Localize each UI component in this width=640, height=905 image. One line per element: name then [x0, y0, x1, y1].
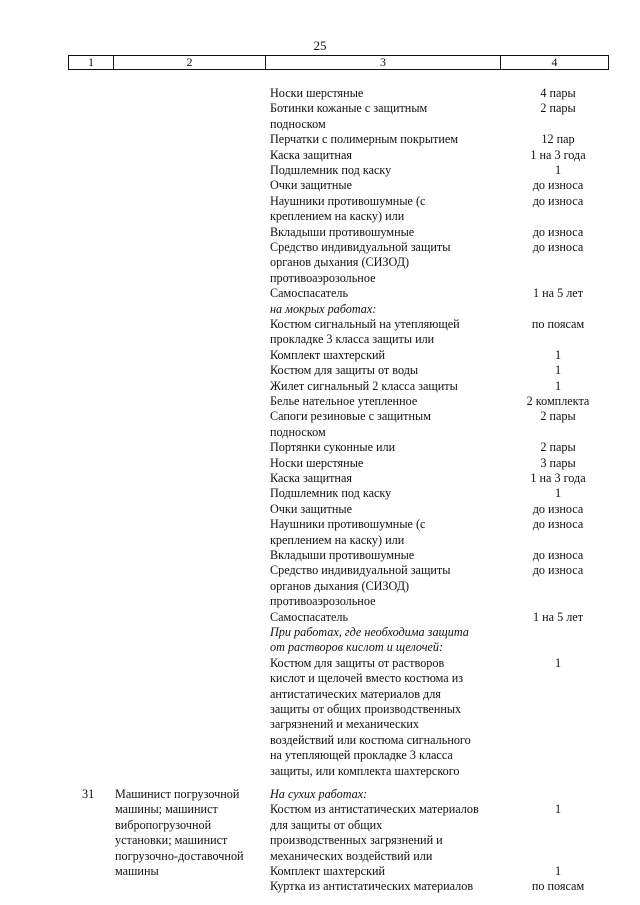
- item-quantity: до износа: [532, 178, 584, 193]
- item-description: защиты от общих производственных: [270, 702, 462, 716]
- item-quantity: 2 комплекта: [526, 394, 590, 408]
- row-number: 31: [82, 787, 95, 801]
- item-description: Куртка из антистатических материалов: [270, 879, 474, 894]
- item-description: Носки шерстяные: [270, 86, 364, 100]
- item-description: Сапоги резиновые с защитным: [270, 409, 431, 424]
- item-description: кислот и щелочей вместо костюма из: [270, 671, 464, 686]
- item-description: подноском: [270, 116, 326, 131]
- item-quantity: по поясам: [531, 317, 585, 331]
- item-description: Комплект шахтерский: [270, 864, 386, 878]
- header-col-3: 3: [380, 55, 386, 69]
- header-col-1: 1: [88, 55, 94, 69]
- table-header: [68, 55, 609, 70]
- header-col-4: 4: [551, 55, 558, 69]
- item-quantity: до износа: [532, 240, 584, 254]
- item-quantity: до износа: [532, 224, 584, 239]
- item-quantity: 1 на 3 года: [530, 471, 586, 485]
- item-description: Белье нательное утепленное: [270, 394, 418, 408]
- item-description: Подшлемник под каску: [270, 163, 392, 177]
- item-description: Комплект шахтерский: [270, 347, 386, 362]
- item-description: Каска защитная: [270, 471, 352, 485]
- item-description: Портянки суконные или: [270, 440, 396, 455]
- item-quantity: до износа: [532, 548, 584, 562]
- profession-name: вибропогрузочной: [115, 817, 212, 832]
- item-quantity: 1: [554, 802, 562, 817]
- item-quantity: 12 пар: [541, 132, 575, 147]
- item-quantity: 1: [554, 363, 562, 378]
- item-quantity: 1: [554, 864, 562, 878]
- page-number: 25: [313, 38, 327, 53]
- profession-name: Машинист погрузочной: [115, 787, 240, 801]
- item-description: прокладке 3 класса защиты или: [270, 332, 435, 347]
- item-quantity: до износа: [532, 193, 584, 208]
- item-description: Самоспасатель: [270, 286, 349, 301]
- section-heading: от растворов кислот и щелочей:: [270, 640, 444, 655]
- item-quantity: 1 на 5 лет: [532, 286, 584, 301]
- section-heading: При работах, где необходима защита: [270, 625, 469, 639]
- item-quantity: 2 пары: [540, 101, 576, 116]
- item-description: на утепляющей прокладке 3 класса: [270, 748, 453, 763]
- item-quantity: до износа: [532, 501, 584, 516]
- item-quantity: до износа: [532, 517, 584, 532]
- profession-name: машины: [115, 864, 159, 878]
- item-quantity: 1 на 3 года: [530, 147, 586, 162]
- item-description: Носки шерстяные: [270, 455, 364, 470]
- item-description: Средство индивидуальной защиты: [270, 563, 451, 578]
- item-quantity: 1: [554, 347, 562, 362]
- item-quantity: 3 пары: [540, 455, 576, 470]
- item-description: Костюм из антистатических материалов: [270, 802, 479, 817]
- item-description: противоаэрозольное: [270, 594, 376, 609]
- item-quantity: 2 пары: [540, 409, 576, 424]
- item-description: Вкладыши противошумные: [270, 548, 415, 562]
- item-description: противоаэрозольное: [270, 270, 376, 285]
- item-description: загрязнений и механических: [270, 717, 419, 732]
- item-description: воздействий или костюма сигнального: [270, 732, 471, 747]
- item-description: Наушники противошумные (с: [270, 193, 426, 208]
- item-description: Каска защитная: [270, 147, 352, 162]
- item-quantity: 1: [554, 655, 562, 670]
- item-quantity: 1 на 5 лет: [532, 609, 584, 624]
- item-description: Перчатки с полимерным покрытием: [270, 132, 459, 147]
- item-description: защиты, или комплекта шахтерского: [270, 763, 460, 778]
- item-description: органов дыхания (СИЗОД): [270, 255, 410, 270]
- header-col-2: 2: [186, 55, 193, 69]
- item-description: Самоспасатель: [270, 609, 349, 624]
- item-description: органов дыхания (СИЗОД): [270, 578, 410, 593]
- item-quantity: 1: [554, 378, 562, 393]
- item-quantity: по поясам: [531, 879, 585, 894]
- item-quantity: 4 пары: [540, 86, 576, 100]
- item-description: Ботинки кожаные с защитным: [270, 101, 428, 116]
- item-description: Средство индивидуальной защиты: [270, 240, 451, 254]
- item-description: Наушники противошумные (с: [270, 517, 426, 532]
- item-description: Очки защитные: [270, 501, 352, 516]
- item-description: механических воздействий или: [270, 848, 433, 863]
- section-heading: На сухих работах:: [270, 787, 368, 801]
- item-description: креплением на каску) или: [270, 532, 405, 547]
- item-quantity: 2 пары: [540, 440, 576, 455]
- item-description: Вкладыши противошумные: [270, 224, 415, 239]
- item-description: производственных загрязнений и: [270, 833, 443, 848]
- item-description: Костюм сигнальный на утепляющей: [270, 317, 460, 331]
- item-quantity: до износа: [532, 563, 584, 578]
- item-description: Очки защитные: [270, 178, 352, 193]
- profession-name: установки; машинист: [115, 833, 228, 848]
- item-quantity: 1: [554, 486, 562, 501]
- profession-name: машины; машинист: [115, 802, 218, 817]
- item-description: антистатических материалов для: [270, 686, 441, 701]
- item-description: Костюм для защиты от растворов: [270, 655, 445, 670]
- section-heading: на мокрых работах:: [270, 301, 377, 316]
- item-description: Подшлемник под каску: [270, 486, 392, 501]
- item-description: креплением на каску) или: [270, 209, 405, 224]
- item-description: для защиты от общих: [270, 817, 383, 832]
- item-quantity: 1: [554, 163, 562, 177]
- profession-name: погрузочно-доставочной: [115, 848, 244, 863]
- item-description: Жилет сигнальный 2 класса защиты: [270, 378, 458, 393]
- item-description: подноском: [270, 424, 326, 439]
- item-description: Костюм для защиты от воды: [270, 363, 419, 378]
